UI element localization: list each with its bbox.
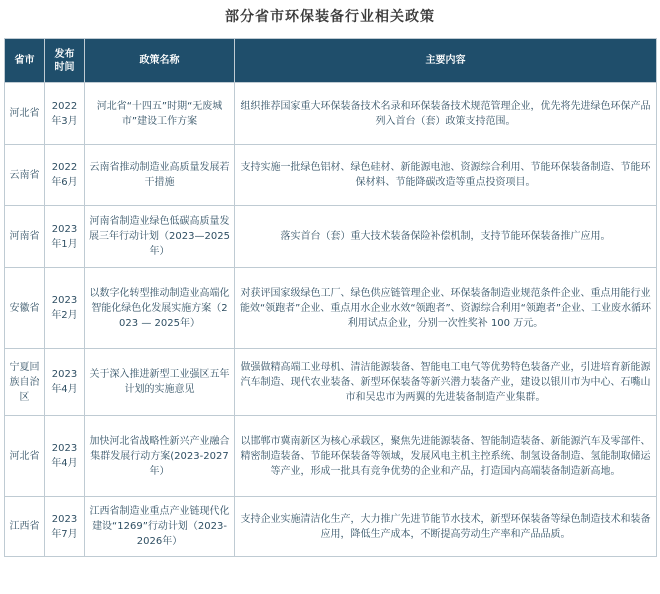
date-text: 2023年4月	[51, 369, 78, 395]
header-province: 省市	[5, 39, 45, 83]
content-text: 组织推荐国家重大环保装备技术名录和环保装备技术规范管理企业，优先将先进绿色环保产品列入首台（套）政策支持范围。	[240, 100, 651, 127]
date-text: 2023年4月	[51, 443, 78, 469]
policy-text: 加快河北省战略性新兴产业融合集群发展行动方案(2023-2027年）	[89, 435, 230, 477]
policy-text: 河南省制造业绿色低碳高质量发展三年行动计划（2023—2025年）	[89, 216, 230, 257]
table-header-row	[5, 39, 657, 83]
table-row	[5, 416, 657, 497]
cell-province	[5, 83, 45, 145]
table-row	[5, 145, 657, 206]
policy-text: 江西省制造业重点产业链现代化建设“1269”行动计划（2023-2026年）	[89, 506, 230, 547]
cell-policy	[85, 349, 235, 416]
cell-policy	[85, 145, 235, 206]
content-text: 支持实施一批绿色铝材、绿色硅材、新能源电池、资源综合利用、节能环保装备制造、节能环保材料、节能降碳改造等重点投资项目。	[240, 162, 651, 188]
province-text: 河北省	[9, 108, 40, 119]
header-date	[45, 39, 85, 83]
province-text: 安徽省	[9, 302, 40, 314]
table-row	[5, 497, 657, 557]
cell-date	[45, 497, 85, 557]
header-date-label: 发布时间	[54, 48, 75, 73]
cell-content	[235, 497, 657, 557]
table-row	[5, 83, 657, 145]
content-text: 对获评国家级绿色工厂、绿色供应链管理企业、环保装备制造业规范条件企业、重点用能行业能效“领跑者”企业、重点用水企业水效“领跑者”、资源综合利用“领跑者”企业、工业废水循环利用试点企业，分别一次性奖补 100 万元。	[239, 287, 652, 329]
header-policy: 政策名称	[85, 39, 235, 83]
policy-text: 关于深入推进新型工业强区五年计划的实施意见	[89, 369, 230, 395]
policy-text: 云南省推动制造业高质量发展若干措施	[89, 162, 230, 188]
header-content: 主要内容	[235, 39, 657, 83]
policy-table	[4, 38, 657, 557]
table-row	[5, 349, 657, 416]
content-text: 做强做精高端工业母机、清洁能源装备、智能电工电气等优势特色装备产业，引进培育新能源汽车制造、现代农业装备、新型环保装备等新兴潜力装备产业，建设以银川市为中心、石嘴山市和吴忠市为两翼的先进装备制造产业集群。	[240, 361, 651, 403]
cell-content	[235, 83, 657, 145]
cell-province	[5, 268, 45, 349]
date-text: 2023年2月	[51, 295, 78, 321]
cell-province	[5, 497, 45, 557]
province-text: 云南省	[9, 169, 40, 181]
policy-text: 河北省“十四五”时期“无废城市”建设工作方案	[96, 100, 223, 127]
cell-policy	[85, 497, 235, 557]
cell-date	[45, 206, 85, 268]
cell-date	[45, 145, 85, 206]
table-row	[5, 268, 657, 349]
cell-date	[45, 416, 85, 497]
cell-policy	[85, 416, 235, 497]
table-row	[5, 206, 657, 268]
province-text: 江西省	[9, 521, 40, 532]
date-text: 2023年7月	[51, 513, 78, 540]
cell-policy	[85, 83, 235, 145]
cell-content	[235, 206, 657, 268]
cell-policy	[85, 206, 235, 268]
cell-date	[45, 83, 85, 145]
cell-content	[235, 145, 657, 206]
cell-date	[45, 268, 85, 349]
cell-content	[235, 268, 657, 349]
cell-province	[5, 206, 45, 268]
province-text: 宁夏回族自治区	[9, 361, 40, 403]
cell-content	[235, 416, 657, 497]
cell-province	[5, 416, 45, 497]
cell-policy	[85, 268, 235, 349]
province-text: 河北省	[9, 450, 40, 462]
content-text: 支持企业实施清洁化生产，大力推广先进节能节水技术，新型环保装备等绿色制造技术和装备应用，降低生产成本，不断提高劳动生产率和产品品质。	[240, 513, 651, 540]
date-text: 2022年6月	[51, 162, 78, 188]
province-text: 河南省	[9, 231, 40, 242]
cell-content	[235, 349, 657, 416]
cell-province	[5, 145, 45, 206]
cell-province	[5, 349, 45, 416]
content-text: 以邯郸市冀南新区为核心承载区，聚焦先进能源装备、智能制造装备、新能源汽车及零部件、精密制造装备、节能环保装备等领域，发展风电主机主控系统、制氢设备制造、氢能制取储运等产业，形成一批具有竞争优势的企业和产品，打造国内高端装备制造新高地。	[240, 435, 651, 477]
policy-text: 以数字化转型推动制造业高端化智能化绿色化发展实施方案（2023 — 2025年）	[89, 287, 230, 329]
page-title: 部分省市环保装备行业相关政策	[225, 9, 435, 25]
date-text: 2022年3月	[51, 100, 78, 127]
date-text: 2023年1月	[51, 223, 78, 250]
cell-date	[45, 349, 85, 416]
content-text: 落实首台（套）重大技术装备保险补偿机制，支持节能环保装备推广应用。	[280, 231, 611, 242]
